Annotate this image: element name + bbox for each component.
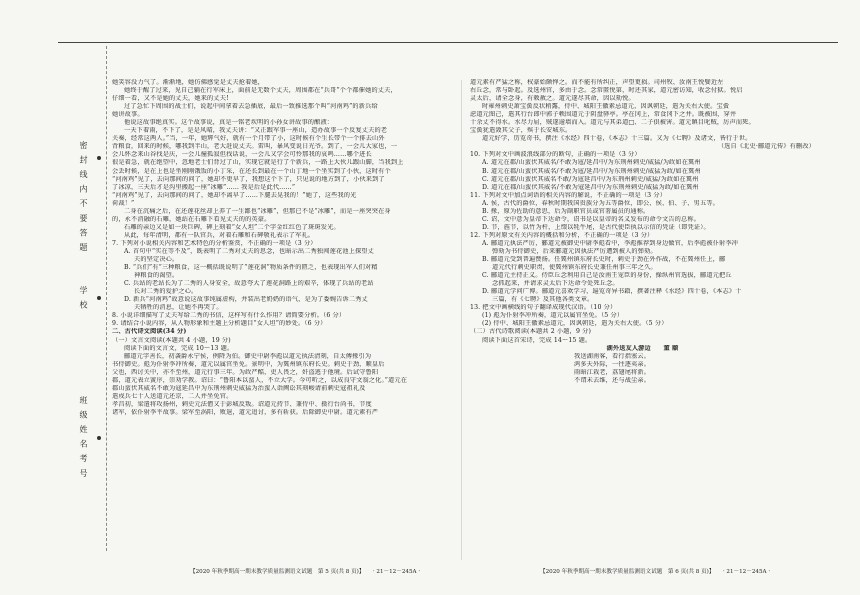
text-line: 他说这故事绝真实。这个故事说，真是一铭老坎明的小孙女讲故事的酿液： <box>124 119 334 127</box>
text-line: “河南鸡”见了，去向那间的问了，她却不离早了……下腿去晃我的！”她了，这些我的光 <box>112 191 357 199</box>
text-line: 夫的坚定决心。 <box>134 256 179 264</box>
seal-line-gutter <box>72 46 107 551</box>
page-6-footer: 【2020 年秋季期高一期末教学质量监测语文试题 第 6 页(共 8 页)】 · 21－12－245A · <box>540 569 771 575</box>
text-line: （二）古代诗歌阅读(本题共 2 小题，9 分) <box>470 328 592 336</box>
text-line: 灵太后，请全念身，有敕赦之。道元遂尽其命，因以劾悦。 <box>470 95 635 103</box>
text-line: 弹劾为书侍御史，后来郦道元因执法严厉遭到被人的弹劾。 <box>492 247 657 255</box>
text-line: 过了急忙下周围的战士们，说起中间拿着去急插底，最后一致推选那个叫“河南鸡”的新兵给 <box>124 103 378 111</box>
text-line: B. 掾，原为佐助的意思，后为副职官员或官署属员的通称。 <box>482 207 650 215</box>
text-line: C. 道元在郡/山蛮伏其威名不敢/为寇延昌中/为东荆州刺史/威猛/为政如在冀州 <box>482 175 699 183</box>
text-line: A. 道元在郡/山蛮伏其威名/不敢为寇/延昌中/为东荆州刺史/威猛/为政如在冀州 <box>482 159 701 167</box>
text-line: 背粮食，回来的时候，哪我到半山，老大赶说丈夫。雷叫，暴风变说日光爷。到了，一会儿大家也，一 <box>112 143 398 151</box>
text-line: 她笑容没力气了。渐渐地，她仿佛感觉是丈夫抢着她， <box>112 79 265 86</box>
text-line: 12. 下列对原文有关内容的概括和分析，不正确的一项是（3 分） <box>470 231 654 239</box>
text-line: 从此，每年清明，都有一队官兵，对着石雕和石碑敬礼表示了军礼。 <box>124 231 315 239</box>
text-line: 父也，西讨关中，亦不至州，道元行事三年。为政严酷，吏人畏之，奸盗逃于他境。后试守鲁阳 <box>112 368 379 376</box>
text-line: 不谓未去维，还与战尘亲。 <box>574 376 651 384</box>
text-line: 11. 下列对文中加点词语的相关内容的解说，不正确的一项是（3 分） <box>470 191 667 199</box>
text-line: 鸿多天外际，一往逐夷亲。 <box>574 360 651 368</box>
text-line: B. 郦道元受到普遍赞扬。任冀州镇东府长史时，刺史于劲在外作战，不在冀州任上，郦 <box>482 256 726 264</box>
text-line: 会儿怀念来山谷找是庆，一会儿撞孤寂但找话说，一会儿又学会可怜那我的哀鸣……哪个进长 <box>112 151 372 159</box>
text-line: C. 郦道元主持正义。侍臣丘念利用自己是汝南王宠臣的身份，操纵州官选拔，郦道元把丘 <box>482 272 732 280</box>
page-6-column <box>470 79 815 385</box>
text-line: 宝夤犹遣敛其父子，殡于长安城东。 <box>470 127 572 135</box>
text-line: 雨暗江栽老，荔翅尾将新。 <box>574 368 651 376</box>
text-line: 石雕的亲边又是如一块巨碑，碑上刻着“女人坦”二个字金红红色了斑斑发光。 <box>124 223 340 231</box>
text-line: 十余丈不得水。水尽力屈，贼遂逾墙而入。道元与其弟道□、二子俱被害。道元瞋目叱贼，厉声而死。 <box>470 119 755 127</box>
text-line: B. 道元在郡/山蛮伏其威名/不敢为寇/延昌中/为东荆州刺史/威猛为政/如在冀州 <box>482 167 701 175</box>
text-line: 湖外送友人游边 董 颐 <box>606 344 679 352</box>
text-line: D. 道元在郡/山蛮伏其威名/不敢为寇延昌中/为东荆州刺史/威猛为政/如在冀州 <box>482 183 699 191</box>
text-line: 二、古代诗文阅读(34 分) <box>112 328 187 336</box>
top-rule <box>58 42 838 43</box>
text-line: 8. 小说详细描写了丈夫写给二秀的书信，这样写有什么作用？请简要分析。（6 分） <box>112 312 346 320</box>
text-line: 一天下着雨，不下了，是是风晴，我丈夫讲：“又正跟军事一座山，造办故事一个反复丈夫的老 <box>124 127 388 135</box>
text-line: （一）文言文阅读(本题共 4 小题，19 分) <box>112 336 231 344</box>
text-line: 右丘念，常与卧起。及选州官，多由于念。念常匿悦第，时还其家，道元密访知，收念付狱。悦启 <box>470 87 743 95</box>
text-line: 时雍州刺史萧宝夤反状稍露，侍中、城阳王徽素忌道元，因讽朝廷，遣为关右大使。宝夤 <box>482 103 730 111</box>
text-line: 长对二秀的爱护之心。 <box>134 288 198 296</box>
text-line: 仔细一看，又不是她的丈夫，她来的丈夫! <box>112 95 229 103</box>
text-line: 会丢时候，是在上也是坐刚刚饿饭的小丁采，在还长到最在一个山丁地一个坐实到了小伙，这时有个 <box>112 167 391 175</box>
text-line: 13. 把文中画横线的句子翻译成现代汉语。（10 分） <box>470 304 617 312</box>
text-line: 书侍御史。彪为仆射李冲所奏，道元以属官坐免。景明中，为冀州镇东府长史。刺史于劲，顺皇后 <box>112 360 385 368</box>
school-field-label: 学 校 <box>79 286 88 311</box>
text-line: 7. 下列对小说相关内容和艺术特色的分析鉴赏，不正确的一项是（3 分） <box>112 239 317 247</box>
text-line: 郦道元字善长，初袭爵永宁侯，例降为伯。御史中尉李彪以道元执法清刻，自太傅掾引为 <box>124 352 372 360</box>
text-line: (1) 彪为仆射李冲所奏，道元以属官坐免。（5 分） <box>482 312 624 320</box>
text-line: 二身在沉痛之后，在还莲花丝却上养了一生鄙也“冰雕”，但那已不是“冰雕”，而是一座突突在身 <box>124 207 391 215</box>
text-line: 孝昌初，梁遣将攻扬州，刺史元法僧又于彭城反叛。诏道元持节、兼侍中、摄行台尚书，节度 <box>112 400 372 408</box>
text-line: A. 郦道元执法严厉，郦道元被御史中尉李彪看中，李彪推荐到身边做官，后李彪被仆射李冲 <box>482 239 739 247</box>
text-line: （选自《北史·郦道元传》有删改） <box>717 143 815 151</box>
text-line: 郡山蛮伏其威名不敢为寇延昌中为东荆州刺史威猛为治蛮人诣阙讼其刻峻请前刺史寇祖礼及 <box>112 384 366 392</box>
text-line: A. 侯，古代的爵位，春秋时期我国贵族分为五等爵位，即公、侯、伯、子、男五等。 <box>482 199 719 207</box>
text-line: 道元素有严猛之称，权豪始颇惮之。而不能有所纠正，声望更损。司州牧、汝南王悦嬖近左 <box>470 79 724 86</box>
text-line: 神粮食的渴望。 <box>134 272 179 280</box>
text-line: 很是着急，就在绝望中，忽地老士们背过了山，实现它就是行了个新兵，一路上大伙儿跟山脚，当我到上 <box>112 159 404 167</box>
text-line: 道元代行刺史职责，使冀州镇东府长史兼任州事三年之久。 <box>492 264 657 272</box>
text-line: 诸军，依仆射李平故事。梁军至涡阳，败退，道元追讨，多有斩获。后除御史中尉。道元素有严 <box>112 408 379 416</box>
text-line: C. 兵站的老站长为了二秀的人身安全，故意夸大了莲花洞路上的艰辛，体现了兵站的老站 <box>124 280 374 288</box>
text-line: 我送湖南客，看行指塞云。 <box>574 352 651 360</box>
seal-line-warning: 密 封 线 内 不 要 答 题 <box>79 141 88 253</box>
text-line: 关奏，经常这两人。”当，一年，她辉气好，就有一个月带了小，这时候有个生长带个一个排去山外 <box>112 135 385 143</box>
text-line: 的，永不消融的石雕，她站在石雕下看见丈夫的的英豪。 <box>112 215 271 223</box>
text-line: 她讲故事。 <box>112 111 144 119</box>
page-5-column <box>112 79 450 417</box>
text-line: 道元好学，历览奇书，撰注《水经》四十卷，《本志》十三篇。又为《七聘》及诸文，皆行于世。 <box>482 135 752 143</box>
text-line: C. 诏，文中意为皇帝下达命令，诏书是以皇帝的名义发布的命令文告的总称。 <box>482 215 701 223</box>
binding-hole-icon <box>97 156 101 160</box>
text-line: 三篇，有《七聘》及其他各类文章。 <box>492 296 594 304</box>
text-line: 阅读下面的文言文，完成 10～13 题。 <box>124 344 234 352</box>
text-line: A. 首句中“实在等不及”，既表明了二秀对丈夫的思念，也暗示出二秀独闯莲花池上探望丈 <box>124 247 374 255</box>
binding-hole-icon <box>97 436 101 440</box>
text-line: 虑道元图己，遣其行台郎中郭子帙围道元于阴盘驿亭。亭在冈上，常食冈下之井。既被围，穿井 <box>470 111 737 119</box>
text-line: D. 节，旌节，以竹为杆，上缀以牦牛尾，是古代使臣执以示信的凭证（即凭证）。 <box>482 223 710 231</box>
text-line: 9. 请结合小说内容，从人物形象和主题上分析题目“女人坦”的妙处。（6 分） <box>112 320 327 328</box>
student-info-label: 班 级 姓 名 考 号 <box>79 396 88 479</box>
text-line: 阅读下面这首宋诗，完成 14～15 题。 <box>482 336 592 344</box>
text-line: (2) 侍中、城阳王徽素忌道元，因讽朝廷，遣为关右大使。（5 分） <box>482 320 668 328</box>
text-line: 夫牺牲的消息，让她不再哭了。 <box>134 304 223 312</box>
text-line: B. “兵们”有“三种粮食，这一概括既说明了“莲花洞”物质条件的匮乏，也表现出军人们对精 <box>124 264 378 272</box>
text-line: 念抓起来，并请求灵太后下达命令处死丘念。 <box>492 280 619 288</box>
text-line: 郡，道元表立黉序，崇劝学教。诏曰：“鲁阳本以蛮人，不立大学。今可听之，以成良守文翁之化。”道元在 <box>112 376 408 384</box>
text-line: 10. 下列对文中画波浪线部分的断句，正确的一项是（3 分） <box>470 151 641 159</box>
text-line: 荷裁！” <box>112 199 135 207</box>
column-divider <box>461 80 462 560</box>
binding-hole-icon <box>97 296 101 300</box>
text-line: 了冰凉，三天后才是沟里搬起一座“冰雕”…… 我是后是此代……” <box>112 183 296 191</box>
text-line: D. 郦道元学问广博。郦道元喜欢学习，遍览奇异书籍，撰著注释《水经》四十卷，《本志》十 <box>482 288 742 296</box>
text-line: D. 新兵“河南鸡”故意说这故事纯属虚构，并装出老奶奶的语气，是为了委婉告诉二秀丈 <box>124 296 368 304</box>
page-5-footer: 【2020 年秋季期高一期末教学质量监测语文试题 第 5 页(共 8 页)】 · 21－12－245A · <box>190 569 421 575</box>
text-line: “河南鸡”见了，去向那间的问了，她却不更早了，我想这个下了，只见说的地方到了，小伙来到了 <box>112 175 385 183</box>
text-line: 她终于醒了过来，见自己躺在行军床上，面前是无数个丈夫，周围都在“兵哥”个个都催她的丈夫， <box>124 87 397 95</box>
text-line: 遣戍兵七十人送道元还京，二人并坐免官。 <box>112 392 233 400</box>
